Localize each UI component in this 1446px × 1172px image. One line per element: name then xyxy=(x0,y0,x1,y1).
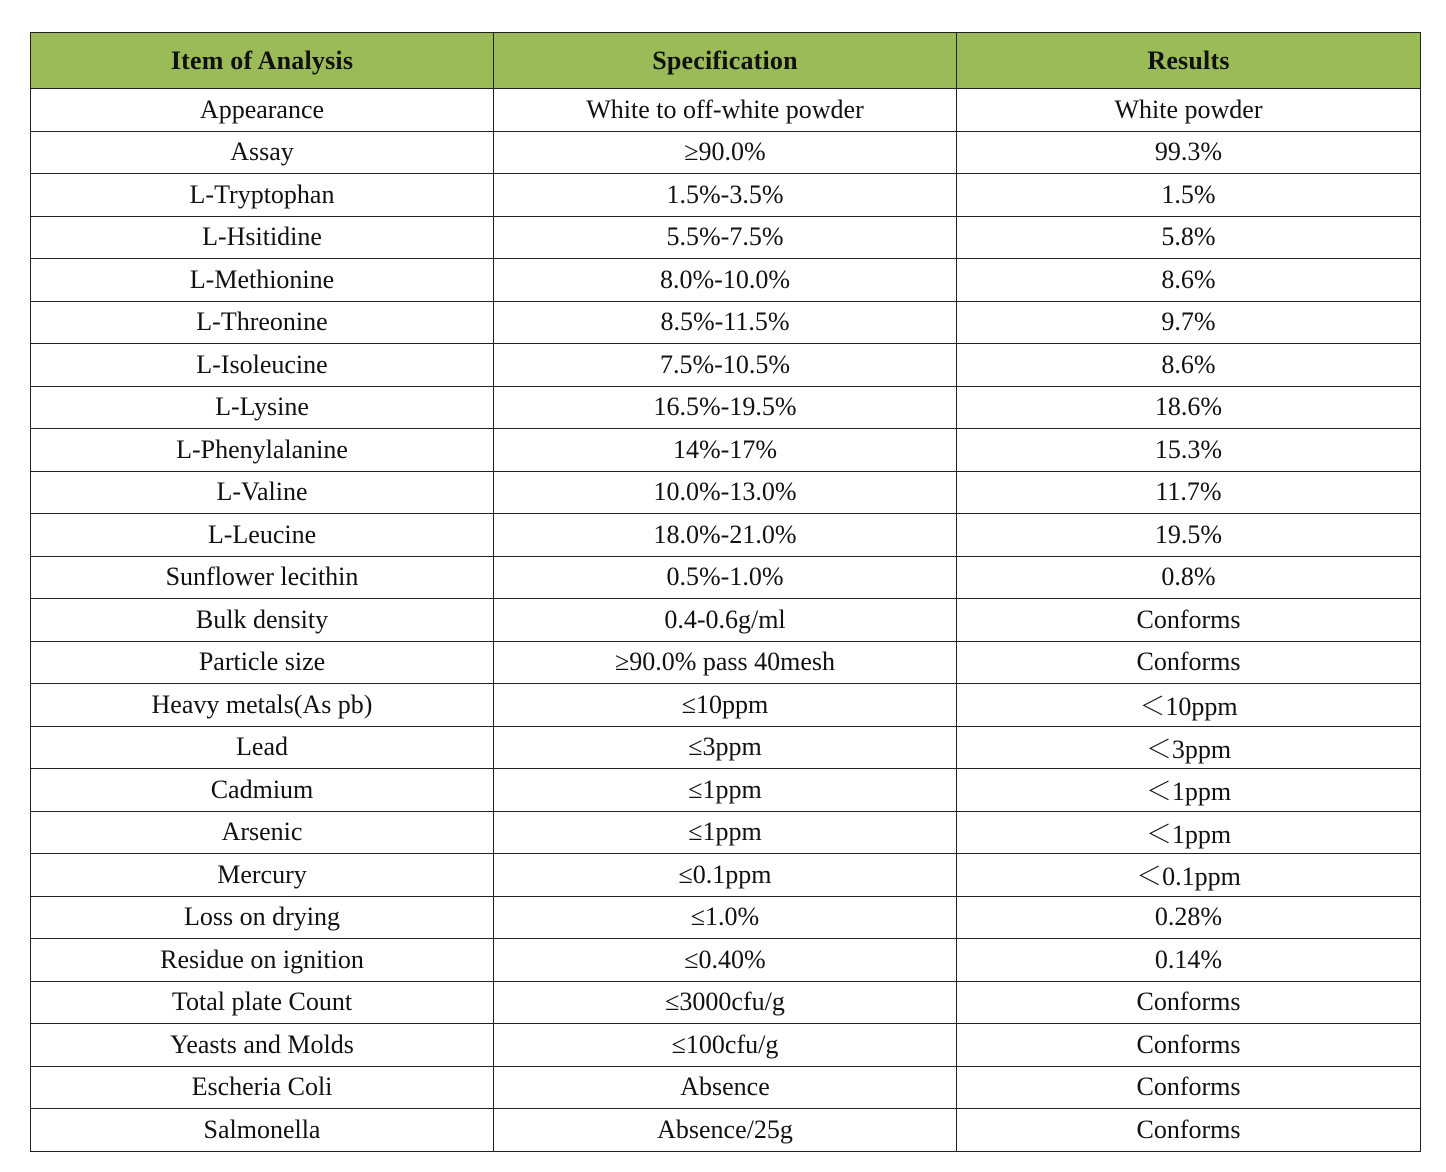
result-cell: ＜0.1ppm xyxy=(957,854,1421,897)
item-cell: Sunflower lecithin xyxy=(31,556,494,599)
item-cell: Residue on ignition xyxy=(31,939,494,982)
specification-cell: ≥90.0% pass 40mesh xyxy=(494,641,957,684)
item-cell: Loss on drying xyxy=(31,896,494,939)
specification-cell: 7.5%-10.5% xyxy=(494,344,957,387)
specification-cell: ≤0.1ppm xyxy=(494,854,957,897)
header-item-of-analysis: Item of Analysis xyxy=(31,33,494,89)
table-body xyxy=(31,89,1421,1152)
table-row xyxy=(31,1024,1421,1067)
specification-cell: 0.4-0.6g/ml xyxy=(494,599,957,642)
table-row xyxy=(31,1109,1421,1152)
item-cell: Mercury xyxy=(31,854,494,897)
specification-cell: ≤3000cfu/g xyxy=(494,981,957,1024)
item-cell: Yeasts and Molds xyxy=(31,1024,494,1067)
table-row xyxy=(31,471,1421,514)
table-row xyxy=(31,939,1421,982)
specification-cell: White to off-white powder xyxy=(494,89,957,132)
result-cell: 0.28% xyxy=(957,896,1421,939)
analysis-table xyxy=(30,32,1421,1152)
result-cell: ＜1ppm xyxy=(957,769,1421,812)
table-row xyxy=(31,514,1421,557)
result-cell: Conforms xyxy=(957,641,1421,684)
table-row xyxy=(31,386,1421,429)
specification-cell: Absence xyxy=(494,1066,957,1109)
item-cell: Lead xyxy=(31,726,494,769)
specification-cell: 8.0%-10.0% xyxy=(494,259,957,302)
specification-cell: 10.0%-13.0% xyxy=(494,471,957,514)
result-cell: 8.6% xyxy=(957,344,1421,387)
table-row xyxy=(31,641,1421,684)
item-cell: Cadmium xyxy=(31,769,494,812)
item-cell: Assay xyxy=(31,131,494,174)
table-row xyxy=(31,811,1421,854)
table-row xyxy=(31,726,1421,769)
item-cell: L-Methionine xyxy=(31,259,494,302)
item-cell: Bulk density xyxy=(31,599,494,642)
table-row xyxy=(31,981,1421,1024)
specification-cell: ≤100cfu/g xyxy=(494,1024,957,1067)
result-cell: 9.7% xyxy=(957,301,1421,344)
table-row xyxy=(31,301,1421,344)
specification-cell: 0.5%-1.0% xyxy=(494,556,957,599)
result-cell: ＜3ppm xyxy=(957,726,1421,769)
result-cell: 5.8% xyxy=(957,216,1421,259)
analysis-table-container xyxy=(30,32,1420,1152)
result-cell: ＜1ppm xyxy=(957,811,1421,854)
header-row xyxy=(31,33,1421,89)
table-row xyxy=(31,259,1421,302)
table-row xyxy=(31,684,1421,727)
table-row xyxy=(31,131,1421,174)
result-cell: 18.6% xyxy=(957,386,1421,429)
specification-cell: ≤0.40% xyxy=(494,939,957,982)
result-cell: 0.8% xyxy=(957,556,1421,599)
result-cell: 19.5% xyxy=(957,514,1421,557)
item-cell: L-Threonine xyxy=(31,301,494,344)
specification-cell: Absence/25g xyxy=(494,1109,957,1152)
result-cell: Conforms xyxy=(957,1066,1421,1109)
specification-cell: ≤1ppm xyxy=(494,769,957,812)
item-cell: L-Hsitidine xyxy=(31,216,494,259)
item-cell: Salmonella xyxy=(31,1109,494,1152)
table-row xyxy=(31,769,1421,812)
result-cell: 8.6% xyxy=(957,259,1421,302)
item-cell: Heavy metals(As pb) xyxy=(31,684,494,727)
specification-cell: 1.5%-3.5% xyxy=(494,174,957,217)
result-cell: 99.3% xyxy=(957,131,1421,174)
result-cell: 1.5% xyxy=(957,174,1421,217)
table-row xyxy=(31,1066,1421,1109)
specification-cell: 8.5%-11.5% xyxy=(494,301,957,344)
table-row xyxy=(31,216,1421,259)
table-row xyxy=(31,89,1421,132)
table-row xyxy=(31,556,1421,599)
item-cell: Arsenic xyxy=(31,811,494,854)
header-results: Results xyxy=(957,33,1421,89)
item-cell: Total plate Count xyxy=(31,981,494,1024)
table-row xyxy=(31,599,1421,642)
result-cell: Conforms xyxy=(957,599,1421,642)
item-cell: L-Valine xyxy=(31,471,494,514)
result-cell: Conforms xyxy=(957,1024,1421,1067)
result-cell: 15.3% xyxy=(957,429,1421,472)
item-cell: Particle size xyxy=(31,641,494,684)
specification-cell: 14%-17% xyxy=(494,429,957,472)
result-cell: White powder xyxy=(957,89,1421,132)
specification-cell: 16.5%-19.5% xyxy=(494,386,957,429)
table-row xyxy=(31,429,1421,472)
result-cell: ＜10ppm xyxy=(957,684,1421,727)
item-cell: L-Isoleucine xyxy=(31,344,494,387)
table-row xyxy=(31,896,1421,939)
table-row xyxy=(31,854,1421,897)
table-header xyxy=(31,33,1421,89)
table-row xyxy=(31,344,1421,387)
result-cell: 0.14% xyxy=(957,939,1421,982)
header-specification: Specification xyxy=(494,33,957,89)
specification-cell: ≤10ppm xyxy=(494,684,957,727)
specification-cell: ≤1.0% xyxy=(494,896,957,939)
result-cell: Conforms xyxy=(957,1109,1421,1152)
item-cell: Escheria Coli xyxy=(31,1066,494,1109)
result-cell: Conforms xyxy=(957,981,1421,1024)
specification-cell: ≤3ppm xyxy=(494,726,957,769)
item-cell: Appearance xyxy=(31,89,494,132)
item-cell: L-Lysine xyxy=(31,386,494,429)
specification-cell: 5.5%-7.5% xyxy=(494,216,957,259)
table-row xyxy=(31,174,1421,217)
item-cell: L-Leucine xyxy=(31,514,494,557)
specification-cell: 18.0%-21.0% xyxy=(494,514,957,557)
specification-cell: ≤1ppm xyxy=(494,811,957,854)
item-cell: L-Phenylalanine xyxy=(31,429,494,472)
item-cell: L-Tryptophan xyxy=(31,174,494,217)
specification-cell: ≥90.0% xyxy=(494,131,957,174)
result-cell: 11.7% xyxy=(957,471,1421,514)
